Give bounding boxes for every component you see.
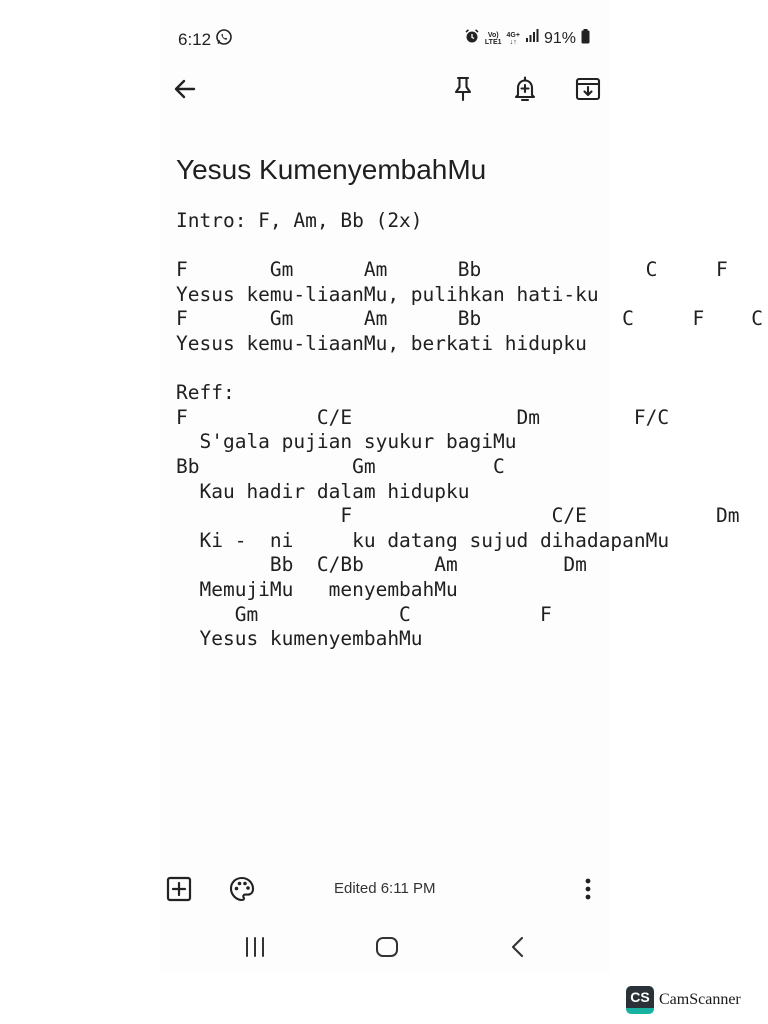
status-bar (178, 26, 598, 50)
signal-icon (525, 29, 539, 48)
camscanner-logo (626, 986, 654, 1014)
more-button[interactable] (580, 876, 596, 907)
archive-button[interactable] (571, 72, 605, 106)
home-icon (374, 935, 400, 959)
recents-button[interactable] (243, 936, 267, 963)
camscanner-label: CamScanner (659, 991, 741, 1008)
camscanner-logo-text: CS (626, 986, 654, 1008)
arrow-left-icon (172, 76, 198, 102)
camscanner-watermark (626, 986, 741, 1014)
note-title[interactable]: Yesus KumenyembahMu (176, 154, 487, 185)
network-badge (507, 32, 520, 46)
recents-icon (243, 936, 267, 958)
status-time: 6:12 (178, 29, 212, 49)
alarm-icon (464, 28, 480, 49)
system-nav-bar (160, 926, 610, 970)
battery-percent: 91% (543, 29, 576, 47)
status-left (178, 28, 233, 51)
more-vert-icon (580, 876, 596, 902)
volte-bottom: LTE1 (484, 38, 502, 46)
home-button[interactable] (374, 935, 400, 964)
pin-button[interactable] (446, 72, 480, 106)
status-right (464, 28, 590, 49)
volte-badge (485, 32, 502, 46)
data-arrows: ↓↑ (509, 38, 517, 46)
add-box-icon (166, 876, 192, 902)
add-button[interactable] (166, 876, 192, 907)
nav-back-button[interactable] (508, 935, 528, 964)
volte-top: Vo) (487, 31, 499, 39)
archive-icon (574, 75, 602, 103)
back-chevron-icon (508, 935, 528, 959)
battery-icon (581, 29, 590, 49)
back-button[interactable] (168, 72, 202, 106)
reminder-button[interactable] (508, 72, 542, 106)
palette-icon (228, 875, 256, 903)
network-type: 4G+ (506, 31, 520, 39)
pin-icon (451, 75, 475, 103)
note-body[interactable]: Intro: F, Am, Bb (2x) F Gm Am Bb C F Yesus kemu-liaanMu, pulihkan hati-ku F Gm Am Bb C F C Yesus kemu-liaanMu, berkati hidupku Reff: F C/E Dm F/C S'gala pujian syukur bagiMu Bb Gm C Kau hadir dalam hidupku F C/E Dm Ki - ni ku datang sujud dihadapanMu Bb C/Bb Am Dm MemujiMu menyembahMu Gm C F Yesus kumenyembahMu (176, 209, 763, 651)
bottom-bar (160, 866, 610, 912)
palette-button[interactable] (228, 875, 256, 908)
edited-timestamp: Edited 6:11 PM (334, 880, 436, 897)
bell-plus-icon (512, 75, 538, 103)
whatsapp-icon (215, 28, 233, 51)
